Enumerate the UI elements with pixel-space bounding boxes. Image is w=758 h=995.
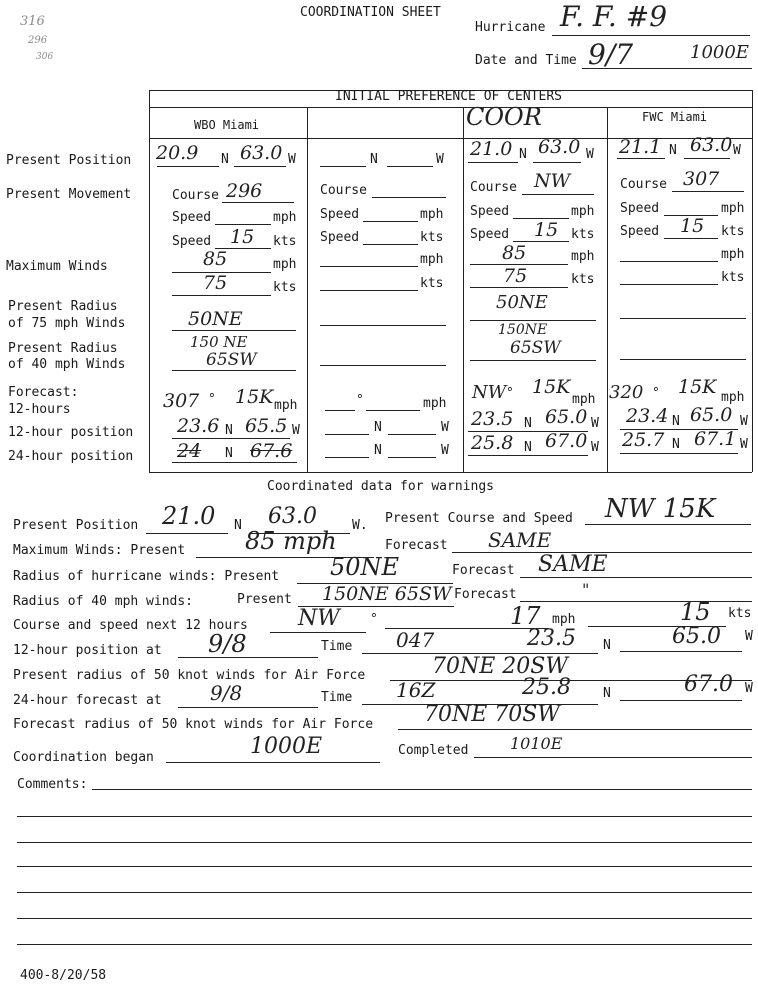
coord-time-label-2: Time <box>321 690 353 705</box>
coord-line <box>585 524 751 525</box>
wbo-mph-label: mph <box>273 210 297 225</box>
fwc-course-label: Course <box>620 177 667 192</box>
coord-fc24-label: 24-hour forecast at <box>13 693 162 708</box>
comment-line <box>92 789 752 790</box>
fwc-p12-lat: 23.4 <box>626 405 669 427</box>
coord-kts-label: kts <box>728 606 752 621</box>
coord-course-speed-label: Present Course and Speed <box>385 511 573 526</box>
wbo-fc-mph-label: mph <box>274 398 298 413</box>
blank-line <box>388 457 436 458</box>
blank-line <box>366 410 420 411</box>
fwc-line <box>620 261 718 262</box>
row-label-forecast-b: 12-hours <box>8 402 71 417</box>
form-number: 400-8/20/58 <box>20 968 107 983</box>
date-value: 9/7 <box>588 38 634 71</box>
blank-line <box>372 197 446 198</box>
fwc-line <box>617 158 665 159</box>
row-label-radius75-a: Present Radius <box>8 299 118 314</box>
blank-line <box>363 244 418 245</box>
blank-line <box>325 457 369 458</box>
fwc-p24-lat: 25.7 <box>622 429 665 451</box>
wbo-max-kts: 75 <box>203 272 228 294</box>
coor-course-label: Course <box>470 180 517 195</box>
coor-speed-label-2: Speed <box>470 227 510 242</box>
comment-line <box>17 842 752 843</box>
coor-course: NW <box>534 170 571 192</box>
coord-line <box>146 533 228 534</box>
fwc-p12-lon: 65.0 <box>690 404 733 426</box>
coord-fc24-date: 9/8 <box>210 681 243 705</box>
coor-line <box>468 455 588 456</box>
blank-kts-label: kts <box>420 230 444 245</box>
table-left-border <box>149 90 150 472</box>
comment-line <box>17 944 752 945</box>
coord-present-position-label: Present Position <box>13 518 139 533</box>
blank-fc-mph-label: mph <box>423 396 447 411</box>
fwc-p24-lon: 67.1 <box>694 428 737 450</box>
coord-line <box>178 707 318 708</box>
coord-w-label: W. <box>352 518 368 533</box>
coor-p24-n: N <box>524 440 532 455</box>
corner-note-2: 296 <box>28 35 48 46</box>
fwc-p12-n: N <box>672 414 680 429</box>
blank-line <box>320 325 446 326</box>
wbo-line <box>234 166 286 167</box>
wbo-line <box>172 438 290 439</box>
col-header-coor: COOR <box>466 103 542 131</box>
coor-speed-label-1: Speed <box>470 204 510 219</box>
coord-max-winds-label: Maximum Winds: Present <box>13 543 186 558</box>
coor-p12-lon: 65.0 <box>545 406 588 428</box>
wbo-pos-lat: 20.9 <box>156 142 199 164</box>
comment-line <box>17 866 752 867</box>
coord-completed-value: 1010E <box>510 734 563 753</box>
fwc-line <box>620 359 746 360</box>
coor-kts-label: kts <box>571 227 595 242</box>
coor-line <box>468 162 518 163</box>
blank-course-label: Course <box>320 183 367 198</box>
blank-line <box>325 410 355 411</box>
coord-forecast-label-1: Forecast <box>385 538 448 553</box>
fwc-fc-mph-label: mph <box>721 390 745 405</box>
fwc-line <box>620 453 738 454</box>
blank-line <box>320 166 366 167</box>
fwc-line <box>664 238 718 239</box>
wbo-line <box>172 462 297 463</box>
blank-p24-w: W <box>441 443 449 458</box>
coord-r50-label: Present radius of 50 knot winds for Air Force <box>13 668 366 683</box>
blank-line <box>325 434 369 435</box>
wbo-p12-w: W <box>292 423 300 438</box>
wbo-line <box>172 295 271 296</box>
coord-line <box>520 601 752 602</box>
wbo-p12-n: N <box>225 423 233 438</box>
coord-began-value: 1000E <box>250 734 323 759</box>
fwc-max-kts-label: kts <box>721 270 745 285</box>
wbo-pos-lon: 63.0 <box>240 142 283 164</box>
coor-deg-label: ° <box>506 386 514 401</box>
blank-w-label: W <box>436 152 444 167</box>
fwc-pos-lat: 21.1 <box>619 136 662 158</box>
coor-max-kts: 75 <box>503 265 528 287</box>
coord-time-label-1: Time <box>321 639 353 654</box>
coord-radius40-forecast-value: " <box>582 580 590 599</box>
fwc-deg-label: ° <box>652 386 660 401</box>
wbo-n-label: N <box>221 152 229 167</box>
coord-pos-lat: 21.0 <box>162 502 216 530</box>
fwc-line <box>620 284 718 285</box>
fwc-p24-w: W <box>740 437 748 452</box>
coor-pos-lat: 21.0 <box>470 138 513 160</box>
coord-course-speed-value: NW 15K <box>605 494 716 524</box>
hurricane-value: F. F. #9 <box>560 0 668 33</box>
col-header-fwc: FWC Miami <box>642 110 708 124</box>
blank-p12-w: W <box>441 420 449 435</box>
fwc-speed-label-1: Speed <box>620 201 660 216</box>
coord-pos12-date: 9/8 <box>208 630 247 658</box>
row-label-radius75-b: of 75 mph Winds <box>8 316 126 331</box>
coord-course12-mph: 17 <box>510 602 541 630</box>
wbo-line <box>215 224 271 225</box>
wbo-course-label: Course <box>172 188 219 203</box>
blank-max-kts-label: kts <box>420 276 444 291</box>
coord-pos-lon: 63.0 <box>268 504 317 529</box>
coor-p12-lat: 23.5 <box>471 408 514 430</box>
coord-line <box>398 729 752 730</box>
coord-r50-value: 70NE 20SW <box>432 654 568 679</box>
row-label-present-position: Present Position <box>6 153 132 168</box>
wbo-p24-n: N <box>225 446 233 461</box>
coord-line <box>166 762 380 763</box>
coor-line <box>470 320 596 321</box>
coor-r40-a: 150NE <box>498 322 548 338</box>
fwc-mph-label: mph <box>721 201 745 216</box>
coord-line <box>520 577 752 578</box>
coord-line <box>474 757 752 758</box>
coor-fc-speed: 15K <box>532 376 571 398</box>
col-header-wbo: WBO Miami <box>194 118 260 132</box>
coord-radius-hurr-forecast-value: SAME <box>538 552 608 577</box>
blank-max-mph-label: mph <box>420 252 444 267</box>
fwc-p12-w: W <box>740 414 748 429</box>
coordinated-title: Coordinated data for warnings <box>267 479 494 494</box>
coor-w-label: W <box>586 147 594 162</box>
fwc-kts-label: kts <box>721 224 745 239</box>
comment-line <box>17 892 752 893</box>
wbo-fc-speed: 15K <box>235 386 274 408</box>
coor-r40-b: 65SW <box>510 338 561 358</box>
wbo-deg-label: ° <box>208 392 216 407</box>
wbo-course: 296 <box>226 180 263 202</box>
coord-forecast-label-2: Forecast <box>452 563 515 578</box>
blank-line <box>387 166 433 167</box>
coor-speed-kts: 15 <box>534 219 559 241</box>
blank-p24-n: N <box>374 443 382 458</box>
hurricane-label: Hurricane <box>475 20 546 35</box>
wbo-line <box>157 166 219 167</box>
coord-fc24-time: 16Z <box>396 678 436 702</box>
coord-pos12-n: N <box>603 638 611 653</box>
coord-mph-label: mph <box>552 612 576 627</box>
wbo-p24-lon: 67.6 <box>250 440 293 462</box>
coor-line <box>470 287 568 288</box>
coord-course12-label: Course and speed next 12 hours <box>13 618 248 633</box>
coor-p24-lat: 25.8 <box>471 432 514 454</box>
table-bottom-border <box>149 472 752 473</box>
row-label-forecast-a: Forecast: <box>8 385 79 400</box>
coor-line <box>470 360 596 361</box>
coor-p12-w: W <box>591 416 599 431</box>
blank-line <box>388 434 436 435</box>
coord-pos12-w: W <box>745 629 753 644</box>
coord-fc24-lat: 25.8 <box>522 675 571 700</box>
hurricane-line <box>552 35 750 36</box>
row-label-pos24: 24-hour position <box>8 449 134 464</box>
coord-fc24-w: W <box>745 681 753 696</box>
fwc-line <box>684 158 730 159</box>
table-right-border <box>752 90 753 472</box>
wbo-p12-lat: 23.6 <box>177 415 220 437</box>
row-label-radius40-a: Present Radius <box>8 341 118 356</box>
wbo-p24-lat: 24 <box>177 440 202 462</box>
row-label-radius40-b: of 40 mph Winds <box>8 357 126 372</box>
wbo-line <box>222 202 294 203</box>
blank-mph-label: mph <box>420 207 444 222</box>
coor-p24-lon: 67.0 <box>545 430 588 452</box>
wbo-max-mph: 85 <box>203 248 228 270</box>
date-label: Date and Time <box>475 53 577 68</box>
blank-speed-label-2: Speed <box>320 230 360 245</box>
wbo-w-label: W <box>288 152 296 167</box>
blank-line <box>363 221 418 222</box>
coor-line <box>522 194 594 195</box>
col-divider-3 <box>607 107 608 472</box>
time-value: 1000E <box>690 42 749 63</box>
fwc-speed-label-2: Speed <box>620 224 660 239</box>
fwc-fc-speed: 15K <box>678 376 717 398</box>
coor-max-mph: 85 <box>502 242 527 264</box>
coor-fc-mph-label: mph <box>572 392 596 407</box>
row-label-pos12: 12-hour position <box>8 425 134 440</box>
corner-note-1: 316 <box>20 14 45 29</box>
coor-pos-lon: 63.0 <box>538 136 581 158</box>
coord-fc24-n: N <box>603 686 611 701</box>
coor-max-mph-label: mph <box>571 249 595 264</box>
coord-radius40-label: Radius of 40 mph winds: <box>13 594 194 609</box>
comments-label: Comments: <box>17 777 88 792</box>
coord-radius-hurr-value: 50NE <box>330 553 400 581</box>
coord-line <box>270 632 366 633</box>
coord-course12-kts: 15 <box>680 598 711 626</box>
coor-p24-w: W <box>591 440 599 455</box>
coord-line <box>620 700 742 701</box>
table-title: INITIAL PREFERENCE OF CENTERS <box>335 89 562 104</box>
coord-radius40-value: 150NE 65SW <box>322 583 452 605</box>
wbo-r40-b: 65SW <box>206 350 257 370</box>
coord-fr50-label: Forecast radius of 50 knot winds for Air Force <box>13 717 374 732</box>
wbo-speed-label-1: Speed <box>172 210 212 225</box>
corner-note-3: 306 <box>36 52 54 62</box>
coord-completed-label: Completed <box>398 743 469 758</box>
wbo-fc-course: 307 <box>163 390 200 412</box>
coor-fc-course: NW <box>472 382 507 403</box>
coord-line <box>178 657 318 658</box>
wbo-line <box>172 330 296 331</box>
fwc-course: 307 <box>683 168 720 190</box>
table-header-border <box>149 138 752 139</box>
comment-line <box>17 816 752 817</box>
fwc-w-label: W <box>733 143 741 158</box>
coord-radius-hurr-label: Radius of hurricane winds: Present <box>13 569 280 584</box>
coord-forecast-label-3: Forecast <box>454 587 517 602</box>
coor-max-kts-label: kts <box>571 272 595 287</box>
coord-n-label: N <box>234 518 242 533</box>
col-divider-1 <box>307 107 308 472</box>
coord-max-winds-value: 85 mph <box>245 527 337 555</box>
coord-pos12-lon: 65.0 <box>672 624 721 649</box>
coord-course12-dir: NW <box>298 606 340 631</box>
coor-n-label: N <box>519 147 527 162</box>
coord-pos12-label: 12-hour position at <box>13 643 162 658</box>
coord-pos12-time: 047 <box>396 628 435 652</box>
fwc-line <box>620 318 746 319</box>
row-label-maximum-winds: Maximum Winds <box>6 259 108 274</box>
coor-line <box>533 162 581 163</box>
col-divider-2 <box>463 107 464 472</box>
comment-line <box>17 918 752 919</box>
coord-fc24-lon: 67.0 <box>684 672 733 697</box>
blank-line <box>320 290 418 291</box>
coord-line <box>620 651 742 652</box>
wbo-p12-lon: 65.5 <box>245 415 288 437</box>
fwc-pos-lon: 63.0 <box>690 134 733 156</box>
coord-fr50-value: 70NE 70SW <box>424 702 560 727</box>
row-label-present-movement: Present Movement <box>6 187 132 202</box>
coord-pos12-lat: 23.5 <box>527 626 576 651</box>
coord-course12-deg: ° <box>370 612 378 627</box>
table-title-border <box>149 107 752 108</box>
wbo-max-kts-label: kts <box>273 280 297 295</box>
blank-n-label: N <box>370 152 378 167</box>
blank-line <box>320 266 418 267</box>
coord-max-forecast-value: SAME <box>488 528 552 552</box>
fwc-n-label: N <box>669 143 677 158</box>
wbo-r40-a: 150 NE <box>190 333 248 351</box>
fwc-fc-course: 320 <box>609 382 644 403</box>
blank-line <box>320 365 446 366</box>
wbo-max-mph-label: mph <box>273 257 297 272</box>
coor-r75: 50NE <box>496 292 548 313</box>
coord-present-label: Present <box>237 592 292 607</box>
wbo-r75: 50NE <box>188 308 243 330</box>
wbo-speed-kts: 15 <box>230 226 255 248</box>
blank-p12-n: N <box>374 420 382 435</box>
fwc-max-mph-label: mph <box>721 247 745 262</box>
wbo-speed-label-2: Speed <box>172 234 212 249</box>
wbo-line <box>172 370 296 371</box>
coor-mph-label: mph <box>571 204 595 219</box>
fwc-speed-kts: 15 <box>680 215 705 237</box>
fwc-line <box>672 191 744 192</box>
blank-deg-label: ° <box>356 393 364 408</box>
wbo-kts-label: kts <box>273 234 297 249</box>
blank-speed-label-1: Speed <box>320 207 360 222</box>
fwc-p24-n: N <box>672 437 680 452</box>
sheet-title: COORDINATION SHEET <box>300 5 441 20</box>
coor-p12-n: N <box>524 416 532 431</box>
coord-began-label: Coordination began <box>13 750 154 765</box>
